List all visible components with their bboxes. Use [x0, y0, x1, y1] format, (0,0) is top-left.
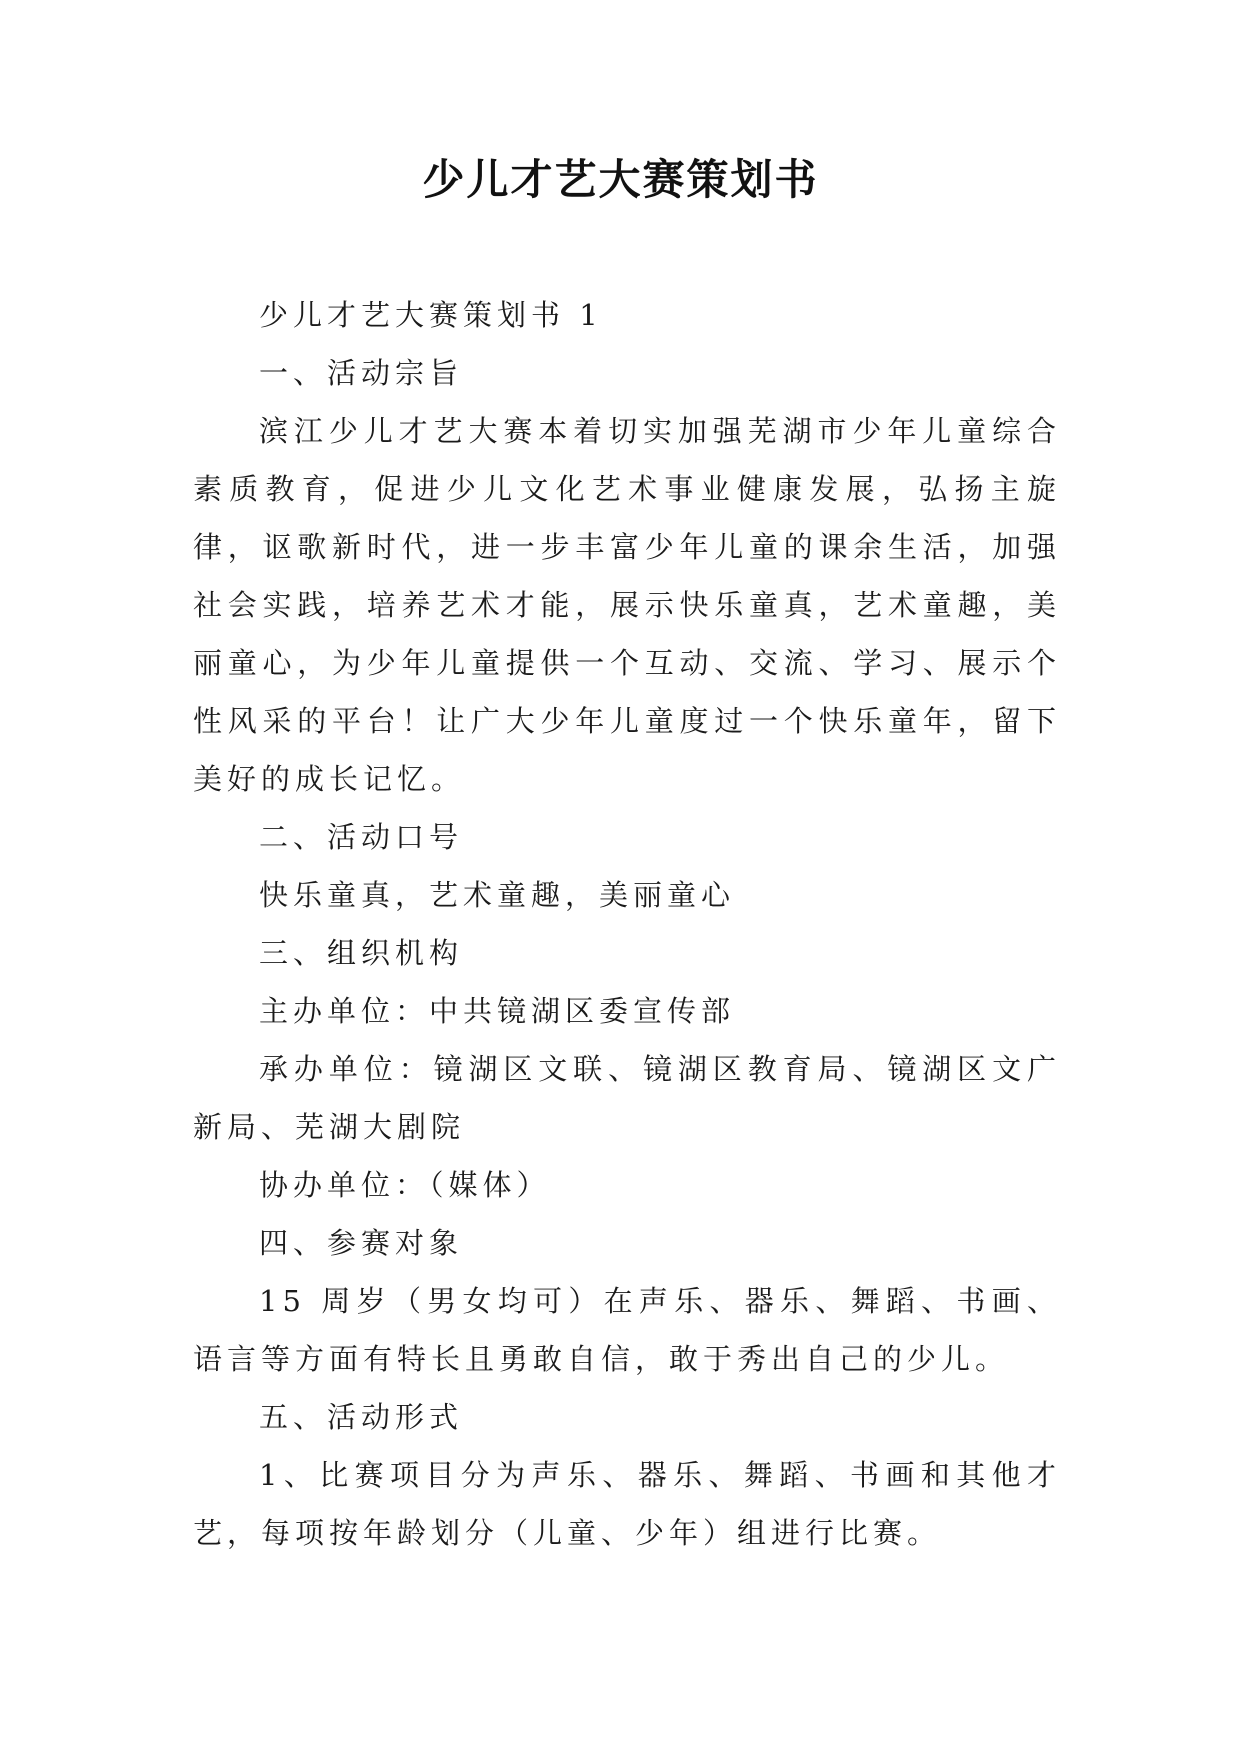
section-heading-organization: 三、组织机构 — [259, 936, 464, 970]
document-body — [193, 286, 1061, 1562]
participants-paragraph: 15 周岁（男女均可）在声乐、器乐、舞蹈、书画、语言等方面有特长且勇敢自信，敢于秀出自己的少儿。 — [193, 1284, 1061, 1376]
section-heading-participants: 四、参赛对象 — [259, 1226, 464, 1260]
section-heading-purpose: 一、活动宗旨 — [259, 356, 464, 390]
subtitle-paragraph: 少儿才艺大赛策划书 1 — [259, 298, 603, 332]
organizer-paragraph: 承办单位：镜湖区文联、镜湖区教育局、镜湖区文广新局、芜湖大剧院 — [193, 1052, 1061, 1144]
slogan-paragraph: 快乐童真，艺术童趣，美丽童心 — [259, 878, 736, 912]
section-heading-slogan: 二、活动口号 — [259, 820, 464, 854]
purpose-paragraph: 滨江少儿才艺大赛本着切实加强芜湖市少年儿童综合素质教育，促进少儿文化艺术事业健康发展，弘扬主旋律，讴歌新时代，进一步丰富少年儿童的课余生活，加强社会实践，培养艺术才能，展示快乐童真，艺术童趣，美丽童心，为少年儿童提供一个互动、交流、学习、展示个性风采的平台！让广大少年儿童度过一个快乐童年，留下美好的成长记忆。 — [193, 414, 1061, 796]
host-paragraph: 主办单位：中共镜湖区委宣传部 — [259, 994, 736, 1028]
co-organizer-paragraph: 协办单位：（媒体） — [259, 1168, 551, 1202]
format-paragraph: 1、比赛项目分为声乐、器乐、舞蹈、书画和其他才艺，每项按年龄划分（儿童、少年）组进行比赛。 — [193, 1458, 1061, 1550]
document-title: 少儿才艺大赛策划书 — [422, 155, 819, 204]
section-heading-format: 五、活动形式 — [259, 1400, 464, 1434]
